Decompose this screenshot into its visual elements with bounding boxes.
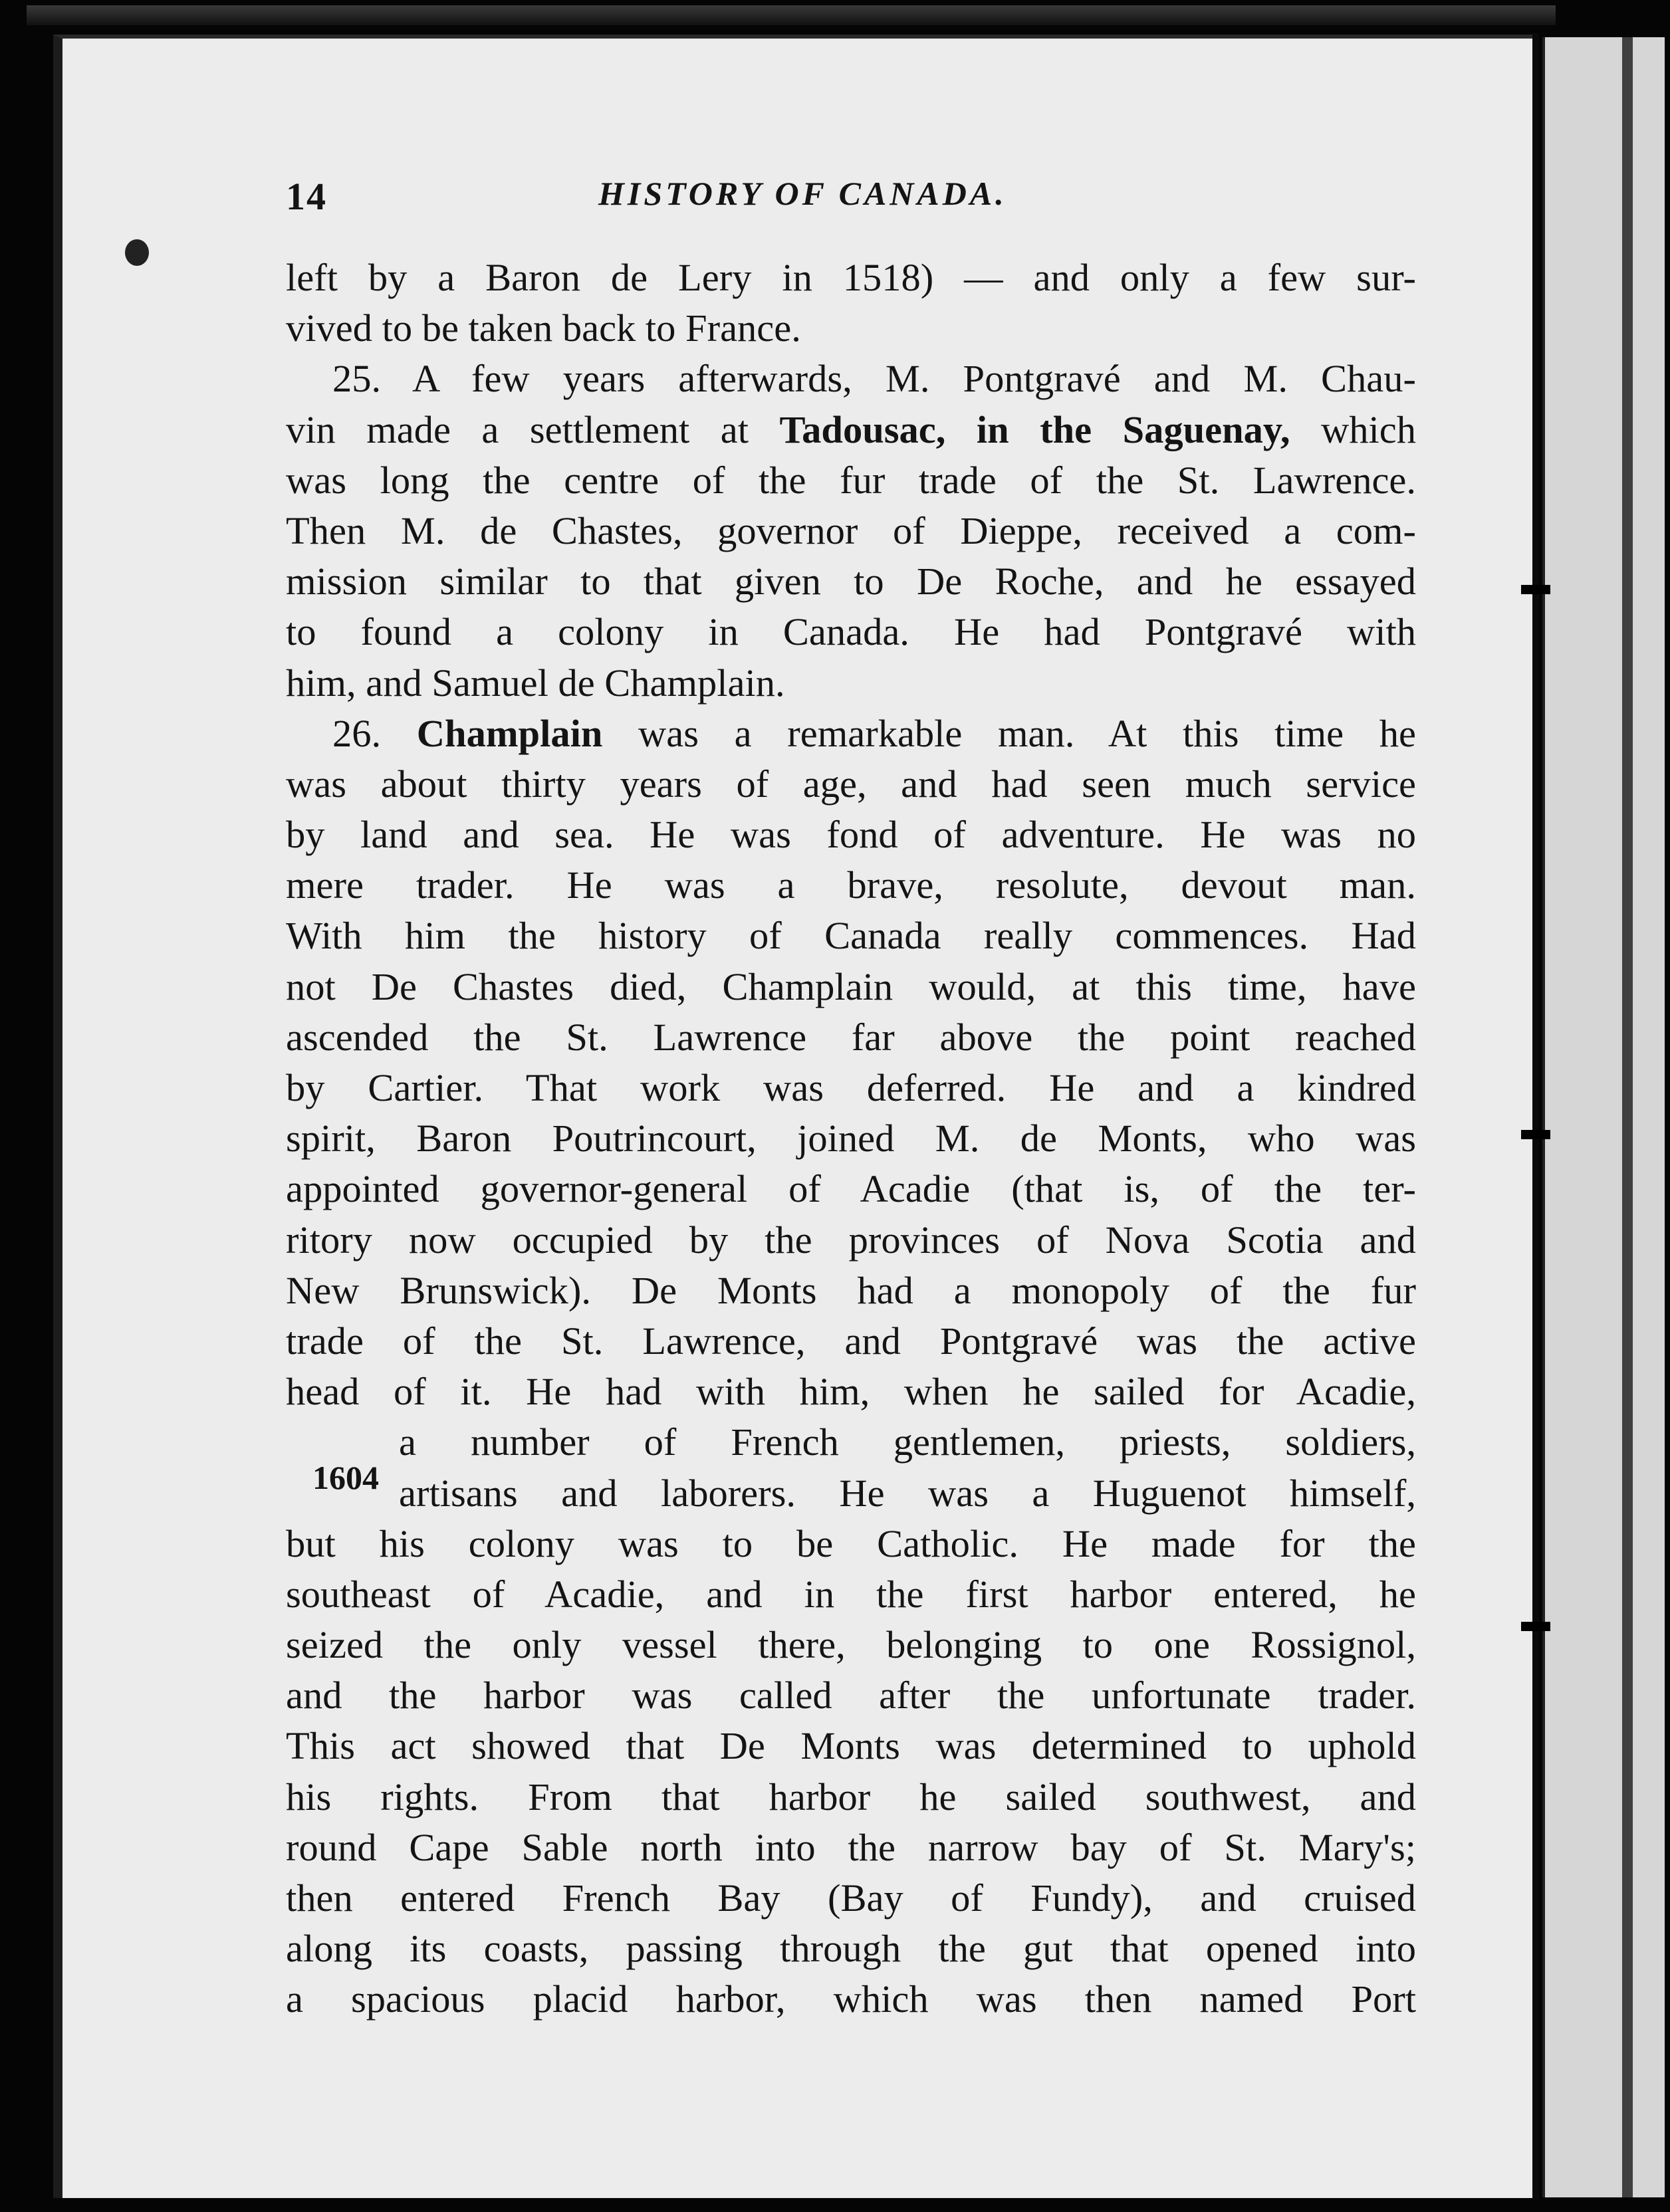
running-head: HISTORY OF CANADA. (598, 175, 1007, 212)
text-line: 26. Champlain was a remarkable man. At this time he (332, 711, 1417, 755)
margin-date: 1604 (312, 1459, 379, 1496)
text-line: but his colony was to be Catholic. He made for the (286, 1521, 1416, 1565)
text-line: trade of the St. Lawrence, and Pontgravé was the active (286, 1319, 1416, 1363)
page-header (286, 174, 1416, 234)
book-top-edge (27, 5, 1556, 25)
ink-spot (125, 239, 149, 266)
text-line: to found a colony in Canada. He had Pontgravé with (286, 610, 1416, 654)
text-line: spirit, Baron Poutrincourt, joined M. de Monts, who was (286, 1117, 1416, 1161)
text-line: not De Chastes died, Champlain would, at this time, have (286, 964, 1416, 1008)
text-line: and the harbor was called after the unfortunate trader. (286, 1674, 1416, 1717)
text-line: ritory now occupied by the provinces of Nova Scotia and (286, 1218, 1416, 1262)
text-line: was about thirty years of age, and had seen much service (286, 762, 1416, 806)
text-line: head of it. He had with him, when he sailed for Acadie, (286, 1370, 1416, 1414)
text-line: then entered French Bay (Bay of Fundy), and cruised (286, 1876, 1416, 1920)
text-line: round Cape Sable north into the narrow bay of St. Mary's; (286, 1825, 1416, 1869)
text-line: along its coasts, passing through the gut that opened into (286, 1927, 1416, 1971)
name-bold: Champlain (416, 711, 603, 755)
text-line: a number of French gentlemen, priests, soldiers, (399, 1420, 1416, 1464)
place-name-bold: Tadousac, in the Saguenay, (779, 407, 1290, 451)
text-line: seized the only vessel there, belonging to one Rossignol, (286, 1623, 1416, 1667)
text-line: by land and sea. He was fond of adventure. He was no (286, 813, 1416, 857)
text-line: vin made a settlement at Tadousac, in the Saguenay, which (286, 407, 1417, 451)
text-line: artisans and laborers. He was a Huguenot himself, (399, 1471, 1416, 1515)
text-line: by Cartier. That work was deferred. He and a kindred (286, 1066, 1416, 1109)
text-line: left by a Baron de Lery in 1518) — and only a few sur- (286, 256, 1416, 299)
text-line: was long the centre of the fur trade of the St. Lawrence. (286, 458, 1416, 502)
text-line: mission similar to that given to De Roche, and he essayed (286, 560, 1416, 604)
binding-stitch (1521, 585, 1550, 594)
facing-page-shadow (1622, 37, 1633, 2197)
text-line: mere trader. He was a brave, resolute, devout man. (286, 863, 1416, 907)
text-line: vived to be taken back to France. (286, 306, 801, 350)
text-line: ascended the St. Lawrence far above the point reached (286, 1015, 1416, 1059)
text-line: southeast of Acadie, and in the first harbor entered, he (286, 1572, 1416, 1616)
binding-gutter (1532, 33, 1539, 2200)
binding-stitch (1521, 1622, 1550, 1631)
text-line: appointed governor-general of Acadie (that is, of the ter- (286, 1167, 1416, 1211)
text-line: With him the history of Canada really commences. Had (286, 914, 1416, 958)
body-text (286, 253, 1416, 2025)
text-line: 25. A few years afterwards, M. Pontgravé and M. Chau- (332, 357, 1416, 401)
text-line: This act showed that De Monts was determined to uphold (286, 1724, 1416, 1768)
text-line: his rights. From that harbor he sailed southwest, and (286, 1775, 1416, 1819)
text-line: Then M. de Chastes, governor of Dieppe, received a com- (286, 508, 1416, 552)
page-number: 14 (286, 175, 327, 218)
text-line: a spacious placid harbor, which was then named Port (286, 1977, 1416, 2021)
binding-stitch (1521, 1130, 1550, 1139)
text-line: New Brunswick). De Monts had a monopoly of the fur (286, 1268, 1416, 1312)
facing-page-edge (1542, 37, 1665, 2197)
text-line: him, and Samuel de Champlain. (286, 661, 785, 705)
